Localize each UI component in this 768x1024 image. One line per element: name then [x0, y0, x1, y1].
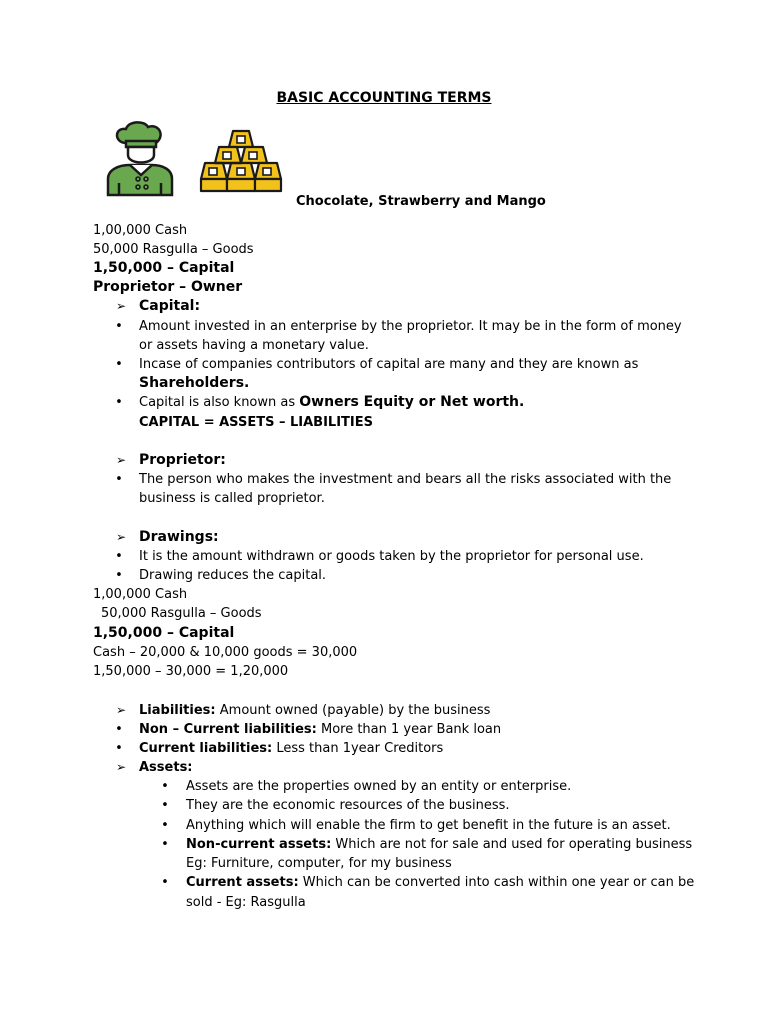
- current-assets-example: sold - Eg: Rasgulla: [186, 895, 306, 910]
- arrow-bullet-icon: ➢: [115, 760, 127, 774]
- liabilities-text: Amount owned (payable) by the business: [215, 703, 491, 718]
- capital-bullet-3-text: Capital is also known as: [139, 395, 300, 410]
- intro-goods: 50,000 Rasgulla – Goods: [93, 242, 254, 257]
- flavours-heading: Chocolate, Strawberry and Mango: [296, 194, 546, 209]
- bullet-icon: •: [161, 818, 169, 833]
- capital-heading: Capital:: [139, 298, 201, 314]
- bullet-icon: •: [115, 722, 123, 737]
- bullet-icon: •: [161, 837, 169, 852]
- current-assets-text: Which can be converted into cash within one year or can be: [298, 875, 695, 890]
- drawings-calc-2: 1,50,000 – 30,000 = 1,20,000: [93, 664, 289, 679]
- capital-bullet-2-line-1: Incase of companies contributors of capital are many and they are known as: [139, 357, 639, 372]
- capital-bullet-3: [139, 393, 524, 412]
- drawings-goods: 50,000 Rasgulla – Goods: [101, 606, 262, 621]
- drawings-cash: 1,00,000 Cash: [93, 587, 188, 602]
- drawings-heading: Drawings:: [139, 529, 219, 545]
- capital-bullet-1-line-1: Amount invested in an enterprise by the proprietor. It may be in the form of money: [139, 319, 682, 334]
- proprietor-bullet-line-1: The person who makes the investment and bears all the risks associated with the: [139, 472, 672, 487]
- capital-equation: CAPITAL = ASSETS – LIABILITIES: [139, 415, 373, 430]
- arrow-bullet-icon: ➢: [115, 299, 127, 313]
- bullet-icon: •: [115, 319, 123, 334]
- proprietor-heading: Proprietor:: [139, 452, 226, 468]
- non-current-liabilities-label: Non – Current liabilities:: [139, 722, 317, 737]
- non-current-liabilities-line: [139, 720, 501, 739]
- capital-bullet-3-bold: Owners Equity or Net worth.: [299, 394, 525, 410]
- assets-bullet-2: They are the economic resources of the business.: [186, 798, 510, 813]
- chef-icon: [104, 121, 176, 197]
- current-assets-line: [186, 873, 694, 892]
- drawings-calc-1: Cash – 20,000 & 10,000 goods = 30,000: [93, 645, 358, 660]
- bullet-icon: •: [161, 798, 169, 813]
- non-current-assets-example: Eg: Furniture, computer, for my business: [186, 856, 452, 871]
- non-current-assets-line: [186, 835, 692, 854]
- non-current-assets-label: Non-current assets:: [186, 837, 332, 852]
- intro-proprietor: Proprietor – Owner: [93, 279, 243, 295]
- current-assets-label: Current assets:: [186, 875, 299, 890]
- non-current-assets-text: Which are not for sale and used for operating business: [331, 837, 693, 852]
- capital-bullet-1-line-2: or assets having a monetary value.: [139, 338, 369, 353]
- assets-bullet-1: Assets are the properties owned by an entity or enterprise.: [186, 779, 572, 794]
- bullet-icon: •: [115, 472, 123, 487]
- arrow-bullet-icon: ➢: [115, 453, 127, 467]
- assets-heading: Assets:: [139, 760, 193, 775]
- proprietor-bullet-line-2: business is called proprietor.: [139, 491, 325, 506]
- liabilities-line: [139, 701, 490, 720]
- current-liabilities-line: [139, 739, 443, 758]
- non-current-liabilities-text: More than 1 year Bank loan: [316, 722, 502, 737]
- bullet-icon: •: [115, 549, 123, 564]
- arrow-bullet-icon: ➢: [115, 703, 127, 717]
- page-title: BASIC ACCOUNTING TERMS: [276, 90, 492, 106]
- drawings-capital: 1,50,000 – Capital: [93, 625, 235, 641]
- bullet-icon: •: [115, 395, 123, 410]
- current-liabilities-label: Current liabilities:: [139, 741, 273, 756]
- intro-cash: 1,00,000 Cash: [93, 223, 188, 238]
- gold-bars-icon: [199, 129, 285, 193]
- bullet-icon: •: [115, 357, 123, 372]
- drawings-bullet-1: It is the amount withdrawn or goods taken by the proprietor for personal use.: [139, 549, 644, 564]
- bullet-icon: •: [115, 568, 123, 583]
- liabilities-label: Liabilities:: [139, 703, 216, 718]
- bullet-icon: •: [161, 779, 169, 794]
- drawings-bullet-2: Drawing reduces the capital.: [139, 568, 327, 583]
- capital-bullet-2-line-2: Shareholders.: [139, 375, 250, 391]
- bullet-icon: •: [161, 875, 169, 890]
- assets-bullet-3: Anything which will enable the firm to get benefit in the future is an asset.: [186, 818, 671, 833]
- intro-capital: 1,50,000 – Capital: [93, 260, 235, 276]
- bullet-icon: •: [115, 741, 123, 756]
- current-liabilities-text: Less than 1year Creditors: [272, 741, 444, 756]
- arrow-bullet-icon: ➢: [115, 530, 127, 544]
